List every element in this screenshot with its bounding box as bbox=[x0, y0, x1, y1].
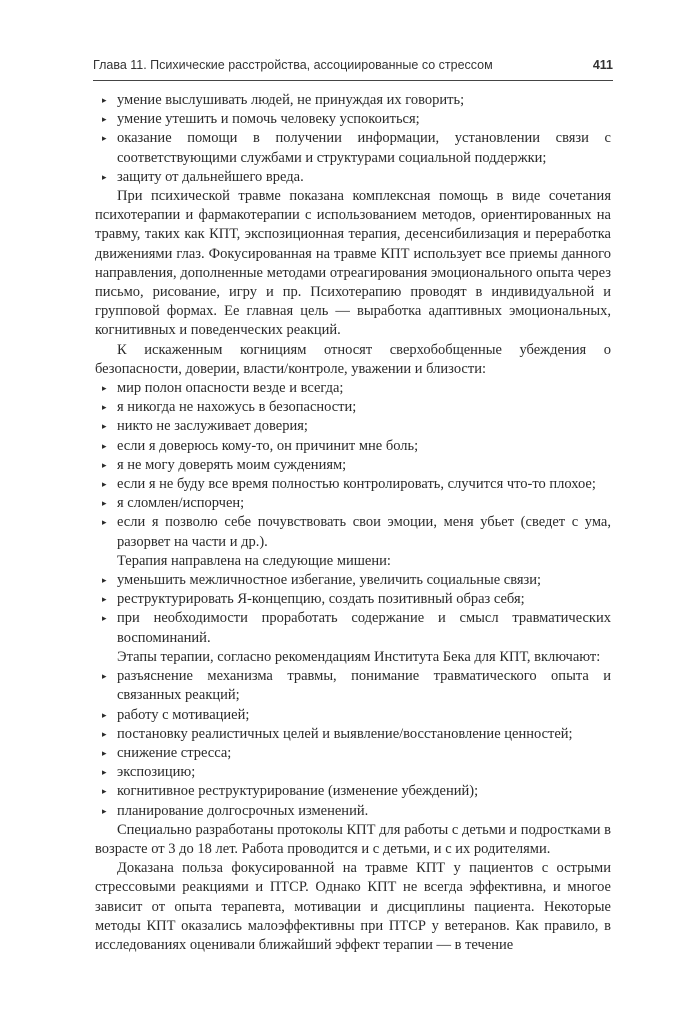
paragraph-cbt-evidence: Доказана польза фокусированной на травме КПТ у пациентов с острыми стрессовыми реакциями и ПТСР. Однако КПТ не всегда эффективна, и многое зависит от опыта терапевта, мотивации и дисциплины пациента. Некоторые методы КПТ оказались малоэффективны при ПТСР у ветеранов. Как правило, в исследованиях оценивали ближайший эффект терапии — в течение bbox=[95, 860, 611, 953]
body-text bbox=[95, 91, 611, 955]
list-item-text: оказание помощи в получении информации, установлении связи с соответствующими службами и структурами социальной поддержки; bbox=[117, 130, 611, 166]
list-item-text: разъяснение механизма травмы, понимание травматического опыта и связанных реакций; bbox=[117, 668, 611, 704]
bullet-icon: ▸ bbox=[102, 786, 107, 797]
paragraph-distorted-cognitions: К искаженным когнициям относят сверхобобщенные убеждения о безопасности, доверии, власти/контроле, уважении и близости: bbox=[95, 341, 611, 377]
list-item-text: реструктурировать Я-концепцию, создать позитивный образ себя; bbox=[117, 591, 525, 608]
bullet-icon: ▸ bbox=[102, 575, 107, 586]
list-item-text: если я доверюсь кому-то, он причинит мне боль; bbox=[117, 437, 419, 454]
list-item-text: постановку реалистичных целей и выявление/восстановление ценностей; bbox=[117, 725, 573, 742]
bullet-icon: ▸ bbox=[102, 594, 107, 605]
list-item-text: умение утешить и помочь человеку успокоиться; bbox=[117, 111, 420, 128]
list-item bbox=[95, 129, 611, 167]
list-therapy-stages bbox=[95, 667, 611, 821]
list-item bbox=[95, 513, 611, 551]
list-item bbox=[95, 763, 611, 782]
list-item-text: мир полон опасности везде и всегда; bbox=[117, 380, 344, 397]
page-number: 411 bbox=[592, 58, 613, 72]
bullet-icon: ▸ bbox=[102, 383, 107, 394]
list-item bbox=[95, 744, 611, 763]
list-item bbox=[95, 706, 611, 725]
bullet-icon: ▸ bbox=[102, 767, 107, 778]
list-item bbox=[95, 437, 611, 456]
bullet-icon: ▸ bbox=[102, 709, 107, 720]
list-item-text: планирование долгосрочных изменений. bbox=[117, 802, 369, 819]
paragraph-therapy-targets: Терапия направлена на следующие мишени: bbox=[117, 552, 391, 569]
list-item bbox=[95, 802, 611, 821]
list-item bbox=[95, 725, 611, 744]
running-header bbox=[93, 58, 613, 76]
list-item bbox=[95, 91, 611, 110]
list-item-text: я сломлен/испорчен; bbox=[117, 495, 245, 512]
list-item-text: если я не буду все время полностью контролировать, случится что-то плохое; bbox=[117, 476, 596, 493]
bullet-icon: ▸ bbox=[102, 805, 107, 816]
list-item-text: уменьшить межличностное избегание, увеличить социальные связи; bbox=[117, 572, 542, 589]
list-item-text: при необходимости проработать содержание и смысл травматических воспоминаний. bbox=[117, 610, 611, 646]
bullet-icon: ▸ bbox=[102, 133, 107, 144]
list-item-text: если я позволю себе почувствовать свои эмоции, меня убьет (сведет с ума, разорвет на части и др.). bbox=[117, 514, 611, 550]
list-item bbox=[95, 110, 611, 129]
list-therapy-targets bbox=[95, 571, 611, 648]
bullet-icon: ▸ bbox=[102, 402, 107, 413]
bullet-icon: ▸ bbox=[102, 440, 107, 451]
list-item-text: никто не заслуживает доверия; bbox=[117, 418, 308, 435]
list-item bbox=[95, 782, 611, 801]
list-item bbox=[95, 571, 611, 590]
paragraph-therapy-stages: Этапы терапии, согласно рекомендациям Института Бека для КПТ, включают: bbox=[117, 648, 601, 665]
list-item-text: умение выслушивать людей, не принуждая их говорить; bbox=[117, 92, 465, 108]
list-item bbox=[95, 168, 611, 187]
list-item-text: снижение стресса; bbox=[117, 744, 232, 761]
list-item-text: когнитивное реструктурирование (изменение убеждений); bbox=[117, 783, 479, 800]
list-item-text: я не могу доверять моим суждениям; bbox=[117, 456, 347, 473]
list-item bbox=[95, 667, 611, 705]
list-item bbox=[95, 456, 611, 475]
bullet-icon: ▸ bbox=[102, 517, 107, 528]
bullet-icon: ▸ bbox=[102, 95, 107, 105]
bullet-icon: ▸ bbox=[102, 747, 107, 758]
list-item bbox=[95, 609, 611, 647]
list-item bbox=[95, 398, 611, 417]
bullet-icon: ▸ bbox=[102, 459, 107, 470]
list-item-text: экспозицию; bbox=[117, 764, 196, 781]
list-support-skills bbox=[95, 91, 611, 187]
paragraph-child-protocols: Специально разработаны протоколы КПТ для работы с детьми и подростками в возрасте от 3 до 18 лет. Работа проводится и с детьми, и с их родителями. bbox=[95, 821, 611, 857]
bullet-icon: ▸ bbox=[102, 498, 107, 509]
list-item-text: защиту от дальнейшего вреда. bbox=[117, 168, 304, 185]
list-item bbox=[95, 494, 611, 513]
list-item-text: я никогда не нахожусь в безопасности; bbox=[117, 399, 357, 416]
list-item bbox=[95, 590, 611, 609]
bullet-icon: ▸ bbox=[102, 114, 107, 125]
list-item bbox=[95, 417, 611, 436]
list-item bbox=[95, 475, 611, 494]
bullet-icon: ▸ bbox=[102, 479, 107, 490]
header-divider bbox=[93, 80, 613, 81]
chapter-title: Глава 11. Психические расстройства, ассоциированные со стрессом bbox=[93, 58, 493, 72]
bullet-icon: ▸ bbox=[102, 671, 107, 682]
list-distorted-beliefs bbox=[95, 379, 611, 552]
bullet-icon: ▸ bbox=[102, 171, 107, 182]
list-item-text: работу с мотивацией; bbox=[117, 706, 250, 723]
paragraph-complex-help: При психической травме показана комплексная помощь в виде сочетания психотерапии и фармакотерапии с использованием методов, ориентированных на травму, таких как КПТ, экспозиционная терапия, десенсибилизация и переработка движениями глаз. Фокусированная на травме КПТ использует все приемы данного направления, дополненные методами отреагирования эмоционального опыта через письмо, рисование, игру и пр. Психотерапию проводят в индивидуальной и групповой формах. Ее главная цель — выработка адаптивных эмоциональных, когнитивных и поведенческих реакций. bbox=[95, 188, 611, 339]
bullet-icon: ▸ bbox=[102, 613, 107, 624]
bullet-icon: ▸ bbox=[102, 421, 107, 432]
bullet-icon: ▸ bbox=[102, 728, 107, 739]
list-item bbox=[95, 379, 611, 398]
